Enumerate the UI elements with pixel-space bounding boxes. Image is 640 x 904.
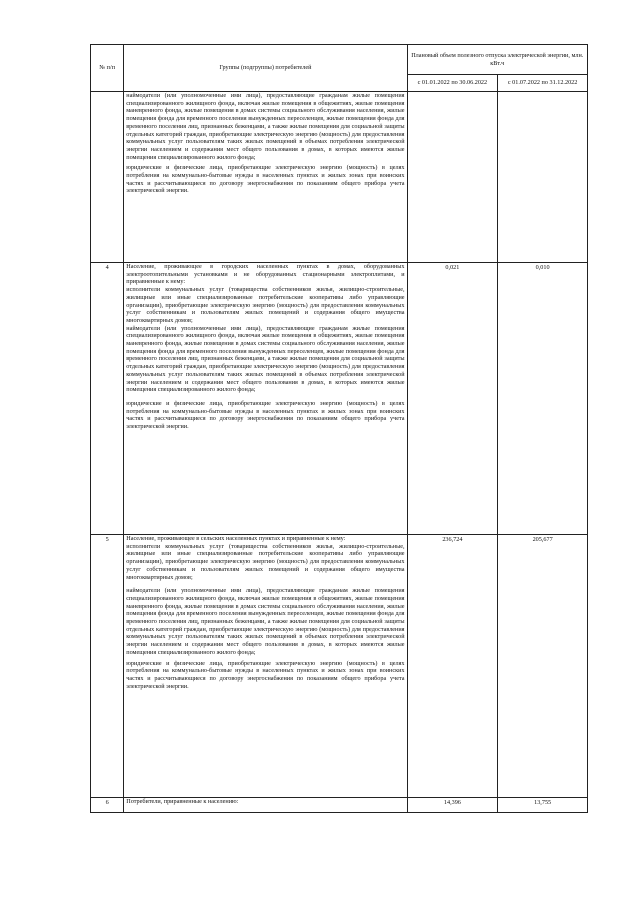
header-volume: Плановый объем полезного отпуска электрической энергии, млн. кВт.ч — [407, 45, 587, 75]
row-group-text — [124, 92, 407, 263]
row-paragraph: исполнители коммунальных услуг (товарищества собственников жилья, жилищно-строительные, жилищные или иные специализированные потребительские кооперативы либо управляющие организации), приобретающие электрическую энергию (мощность) для предоставления коммунальных услуг собственникам и пользователям жилых помещений и содержания общего имущества многоквартирных домов; — [126, 286, 405, 324]
row-paragraph: исполнители коммунальных услуг (товарищества собственников жилья, жилищно-строительные, жилищные или иные специализированные потребительские кооперативы либо управляющие организации), приобретающие электрическую энергию (мощность) для предоставления коммунальных услуг собственникам и пользователям жилых помещений и содержания общего имущества многоквартирных домов; — [126, 542, 405, 581]
row-group-text — [124, 798, 407, 813]
table-row — [91, 798, 588, 813]
row-paragraph: наймодатели (или уполномоченные ими лица), предоставляющие гражданам жилые помещения специализированного жилищного фонда, включая жилые помещения в общежитиях, жилые помещения маневренного фонда, жилые помещения в домах системы социального обслуживания населения, жилые помещения фонда для временного поселения вынужденных переселенцев, жилые помещения фонда для временного поселения лиц, признанных беженцами, а также жилые помещения для социальной защиты отдельных категорий граждан, приобретающие электрическую энергию (мощность) для предоставления коммунальных услуг пользователям таких жилых помещений в объемах потребления электрической энергии населением и содержания мест общего пользования в домах, в которых имеются жилые помещения специализированного жилого фонда; — [126, 324, 405, 394]
row-value-period-1 — [407, 92, 498, 263]
row-paragraph: Потребители, приравненные к населению: — [126, 798, 239, 805]
row-number: 5 — [91, 535, 124, 798]
consumer-volume-table — [90, 44, 588, 813]
header-group: Группы (подгруппы) потребителей — [124, 45, 407, 92]
row-paragraph: юридические и физические лица, приобретающие электрическую энергию (мощность) в целях потребления на коммунально-бытовые нужды в населенных пунктах и жилых зонах при воинских частях и рассчитывающиеся по договору энергоснабжения по показаниям общего прибора учета электрической энергии. — [126, 659, 405, 690]
row-paragraph: Население, проживающее в сельских населенных пунктах и приравненные к нему: — [126, 535, 346, 542]
row-paragraph: наймодатели (или уполномоченные ими лица), предоставляющие гражданам жилые помещения специализированного жилищного фонда, включая жилые помещения в общежитиях, жилые помещения маневренного фонда, жилые помещения в домах системы социального обслуживания населения, жилые помещения фонда для временного поселения вынужденных переселенцев, жилые помещения фонда для временного поселения лиц, признанных беженцами, а также жилые помещения для социальной защиты отдельных категорий граждан, приобретающие электрическую энергию (мощность) для предоставления коммунальных услуг пользователям таких жилых помещений в объемах потребления электрической энергии населением и содержания мест общего пользования в домах, в которых имеются жилые помещения специализированного жилого фонда; — [126, 92, 405, 161]
row-paragraph: юридические и физические лица, приобретающие электрическую энергию (мощность) в целях потребления на коммунально-бытовые нужды в населенных пунктах и жилых зонах при воинских частях и рассчитывающиеся по договору энергоснабжения по показаниям общего прибора учета электрической энергии. — [126, 399, 405, 431]
table-row — [91, 535, 588, 798]
header-number: № п/п — [91, 45, 124, 92]
row-paragraph: наймодатели (или уполномоченные ими лица), предоставляющие гражданам жилые помещения специализированного жилищного фонда, включая жилые помещения в общежитиях, жилые помещения маневренного фонда, жилые помещения в домах системы социального обслуживания населения, жилые помещения фонда для временного поселения вынужденных переселенцев, жилые помещения фонда для временного поселения лиц, признанных беженцами, а также жилые помещения для социальной защиты отдельных категорий граждан, приобретающие электрическую энергию (мощность) для предоставления коммунальных услуг пользователям таких жилых помещений в объемах потребления электрической энергии населением и содержания мест общего пользования в домах, в которых имеются жилые помещения специализированного жилого фонда; — [126, 587, 405, 656]
row-number: 4 — [91, 263, 124, 535]
row-value-period-2: 0,010 — [498, 263, 588, 535]
row-group-text — [124, 535, 407, 798]
table-row — [91, 92, 588, 263]
row-value-period-2: 13,755 — [498, 798, 588, 813]
row-value-period-1: 0,021 — [407, 263, 498, 535]
row-paragraph: юридические и физические лица, приобретающие электрическую энергию (мощность) в целях потребления на коммунально-бытовые нужды в населенных пунктах и жилых зонах при воинских частях и рассчитывающиеся по договору энергоснабжения по показаниям общего прибора учета электрической энергии. — [126, 164, 405, 195]
row-value-period-1: 236,724 — [407, 535, 498, 798]
row-value-period-2 — [498, 92, 588, 263]
row-paragraph: Население, проживающее в городских населенных пунктах в домах, оборудованных электроотопительными установками и не оборудованных стационарными электроплитами, и приравненные к нему: — [126, 263, 405, 286]
header-period-1: с 01.01.2022 по 30.06.2022 — [407, 75, 498, 92]
table-row — [91, 263, 588, 535]
row-number — [91, 92, 124, 263]
row-value-period-2: 205,677 — [498, 535, 588, 798]
row-group-text — [124, 263, 407, 535]
header-period-2: с 01.07.2022 по 31.12.2022 — [498, 75, 588, 92]
row-value-period-1: 14,396 — [407, 798, 498, 813]
row-number: 6 — [91, 798, 124, 813]
